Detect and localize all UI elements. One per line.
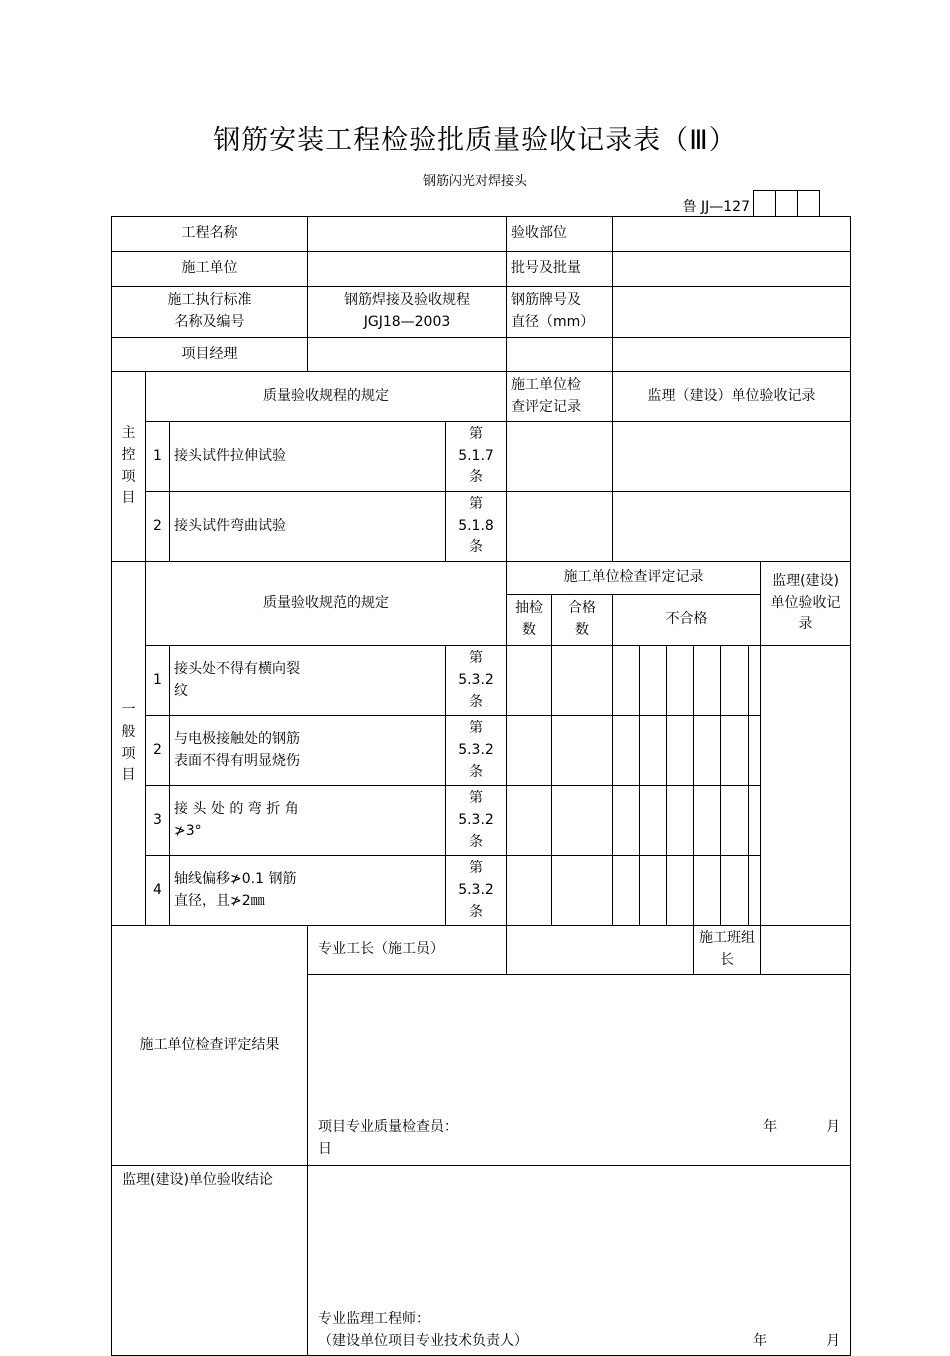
date-year: 年 [753, 1333, 768, 1350]
item-name-line: 接头处不得有横向裂 [174, 660, 300, 677]
main-item-no: 2 [146, 492, 170, 562]
supervision-conclusion-area[interactable] [308, 1165, 851, 1355]
general-item-clause: 第 5.3.2 条 [446, 786, 507, 856]
team-leader-label: 施工班组长 [694, 926, 761, 974]
item-name-line: 表面不得有明显烧伤 [174, 752, 300, 769]
pass-count-header [552, 595, 613, 646]
main-control-supervision-header: 监理（建设）单位验收记录 [613, 372, 851, 422]
general-item-name [170, 716, 446, 786]
main-control-side-label [112, 372, 146, 562]
fail-cell[interactable] [613, 716, 640, 786]
main-item-unit-record[interactable] [507, 492, 613, 562]
construction-result-area[interactable] [308, 974, 851, 1165]
fail-cell[interactable] [721, 646, 749, 716]
item-name-line: 纹 [174, 682, 188, 699]
main-item-clause: 第 5.1.7 条 [446, 422, 507, 492]
fail-cell[interactable] [749, 856, 761, 926]
header-line: 合格 [568, 600, 597, 617]
acceptance-part-label: 验收部位 [507, 217, 613, 252]
main-item-name: 接头试件弯曲试验 [170, 492, 446, 562]
item-name-line: ≯3° [174, 822, 202, 839]
construction-result-label: 施工单位检查评定结果 [112, 926, 308, 1165]
foreman-field[interactable] [507, 926, 694, 974]
date-month: 月 [826, 1333, 841, 1350]
pass-count-cell[interactable] [552, 786, 613, 856]
inspector-line [318, 1117, 840, 1139]
rebar-field[interactable] [613, 287, 851, 338]
standard-label-line-2: 名称及编号 [174, 314, 245, 330]
main-item-no: 1 [146, 422, 170, 492]
date-year: 年 [763, 1119, 778, 1136]
batch-label: 批号及批量 [507, 252, 613, 287]
fail-cell[interactable] [749, 786, 761, 856]
main-control-spec-header: 质量验收规程的规定 [146, 372, 507, 422]
project-name-field[interactable] [308, 217, 507, 252]
fail-cell[interactable] [694, 856, 721, 926]
project-manager-label: 项目经理 [112, 338, 308, 372]
general-item-name [170, 786, 446, 856]
inspector-day: 日 [318, 1141, 332, 1158]
pass-count-cell[interactable] [552, 856, 613, 926]
general-supervision-header [761, 562, 851, 646]
side-char: 目 [121, 490, 136, 507]
fail-cell[interactable] [613, 786, 640, 856]
page-subtitle: 钢筋闪光对焊接头 [422, 174, 527, 189]
header-line: 施工单位检 [511, 376, 581, 393]
general-item-no: 1 [146, 646, 170, 716]
fail-cell[interactable] [640, 646, 667, 716]
header-line: 数 [522, 622, 536, 639]
main-item-supervision-record[interactable] [613, 492, 851, 562]
date-month: 月 [826, 1119, 841, 1136]
standard-label-line-1: 施工执行标准 [167, 292, 252, 309]
supervision-conclusion-label: 监理(建设)单位验收结论 [112, 1165, 308, 1355]
side-char: 控 [121, 446, 136, 463]
form-code-boxes [754, 190, 820, 216]
construction-unit-field[interactable] [308, 252, 507, 287]
sample-count-cell[interactable] [507, 646, 552, 716]
fail-cell[interactable] [694, 786, 721, 856]
project-manager-extra-field[interactable] [507, 338, 613, 372]
fail-cell[interactable] [613, 856, 640, 926]
fail-cell[interactable] [694, 646, 721, 716]
header-line: 查评定记录 [511, 398, 581, 415]
fail-cell[interactable] [721, 856, 749, 926]
main-item-supervision-record[interactable] [613, 422, 851, 492]
conclusion-date [753, 1331, 840, 1353]
fail-cell[interactable] [749, 716, 761, 786]
foreman-label: 专业工长（施工员） [308, 926, 507, 974]
header-line: 数 [575, 622, 590, 639]
form-code-box[interactable] [775, 190, 798, 216]
pass-count-cell[interactable] [552, 646, 613, 716]
general-item-clause: 第 5.3.2 条 [446, 646, 507, 716]
sample-count-cell[interactable] [507, 856, 552, 926]
sample-count-cell[interactable] [507, 716, 552, 786]
team-leader-field[interactable] [761, 926, 851, 974]
rebar-label [507, 287, 613, 338]
fail-cell[interactable] [749, 646, 761, 716]
main-control-unit-record-header [507, 372, 613, 422]
page-title: 钢筋安装工程检验批质量验收记录表（Ⅲ） [213, 125, 737, 156]
main-item-unit-record[interactable] [507, 422, 613, 492]
inspector-date [763, 1117, 840, 1139]
general-side-label [112, 562, 146, 926]
standard-value-line-2: JGJ18—2003 [363, 314, 451, 330]
fail-cell[interactable] [640, 856, 667, 926]
construction-unit-label: 施工单位 [112, 252, 308, 287]
fail-cell[interactable] [640, 786, 667, 856]
owner-line [318, 1331, 840, 1353]
item-name-line: 轴线偏移≯0.1 钢筋 [174, 871, 297, 888]
main-item-name: 接头试件拉伸试验 [170, 422, 446, 492]
standard-value-line-1: 钢筋焊接及验收规程 [344, 292, 470, 309]
rebar-label-line-2: 直径（mm） [511, 314, 595, 330]
form-code-box[interactable] [753, 190, 776, 216]
item-name-line: 接 头 处 的 弯 折 角 [174, 801, 299, 818]
side-char: 目 [121, 767, 136, 784]
fail-cell[interactable] [694, 716, 721, 786]
form-code-box[interactable] [797, 190, 820, 216]
pass-count-cell[interactable] [552, 716, 613, 786]
side-char: 般 [121, 724, 136, 741]
batch-field[interactable] [613, 252, 851, 287]
acceptance-part-field[interactable] [613, 217, 851, 252]
engineer-label: 专业监理工程师： [318, 1311, 430, 1328]
sample-count-cell[interactable] [507, 786, 552, 856]
general-spec-header: 质量验收规范的规定 [146, 562, 507, 646]
sample-count-header [507, 595, 552, 646]
header-line: 单位验收记 [770, 594, 841, 611]
fail-cell[interactable] [721, 716, 749, 786]
header-line: 录 [798, 616, 813, 633]
project-manager-blank[interactable] [613, 338, 851, 372]
fail-cell[interactable] [667, 646, 694, 716]
side-char: 项 [121, 745, 136, 762]
fail-cell[interactable] [613, 646, 640, 716]
side-char: 项 [121, 468, 136, 485]
inspector-label: 项目专业质量检查员： [318, 1119, 458, 1136]
standard-label [112, 287, 308, 338]
main-item-clause: 第 5.1.8 条 [446, 492, 507, 562]
fail-cell[interactable] [667, 856, 694, 926]
side-char: 一 [121, 702, 136, 719]
general-item-name [170, 856, 446, 926]
general-item-clause: 第 5.3.2 条 [446, 856, 507, 926]
general-item-clause: 第 5.3.2 条 [446, 716, 507, 786]
fail-cell[interactable] [721, 786, 749, 856]
inspection-table [111, 216, 851, 1356]
owner-label: （建设单位项目专业技术负责人） [318, 1333, 528, 1350]
project-name-label: 工程名称 [112, 217, 308, 252]
item-name-line: 与电极接触处的钢筋 [174, 731, 300, 748]
general-item-no: 4 [146, 856, 170, 926]
header-line: 监理(建设) [772, 573, 840, 590]
rebar-label-line-1: 钢筋牌号及 [511, 292, 581, 309]
fail-cell[interactable] [667, 716, 694, 786]
general-item-name [170, 646, 446, 716]
fail-header: 不合格 [613, 595, 761, 646]
general-item-no: 3 [146, 786, 170, 856]
form-code: 鲁 JJ—127 [682, 199, 750, 215]
general-unit-record-header: 施工单位检查评定记录 [507, 562, 761, 595]
header-line: 抽检 [515, 600, 543, 617]
item-name-line: 直径，且≯2㎜ [174, 892, 265, 909]
fail-cell[interactable] [667, 786, 694, 856]
standard-value [308, 287, 507, 338]
side-char: 主 [121, 425, 136, 442]
general-supervision-record[interactable] [761, 646, 851, 926]
project-manager-field[interactable] [308, 338, 507, 372]
general-item-no: 2 [146, 716, 170, 786]
fail-cell[interactable] [640, 716, 667, 786]
